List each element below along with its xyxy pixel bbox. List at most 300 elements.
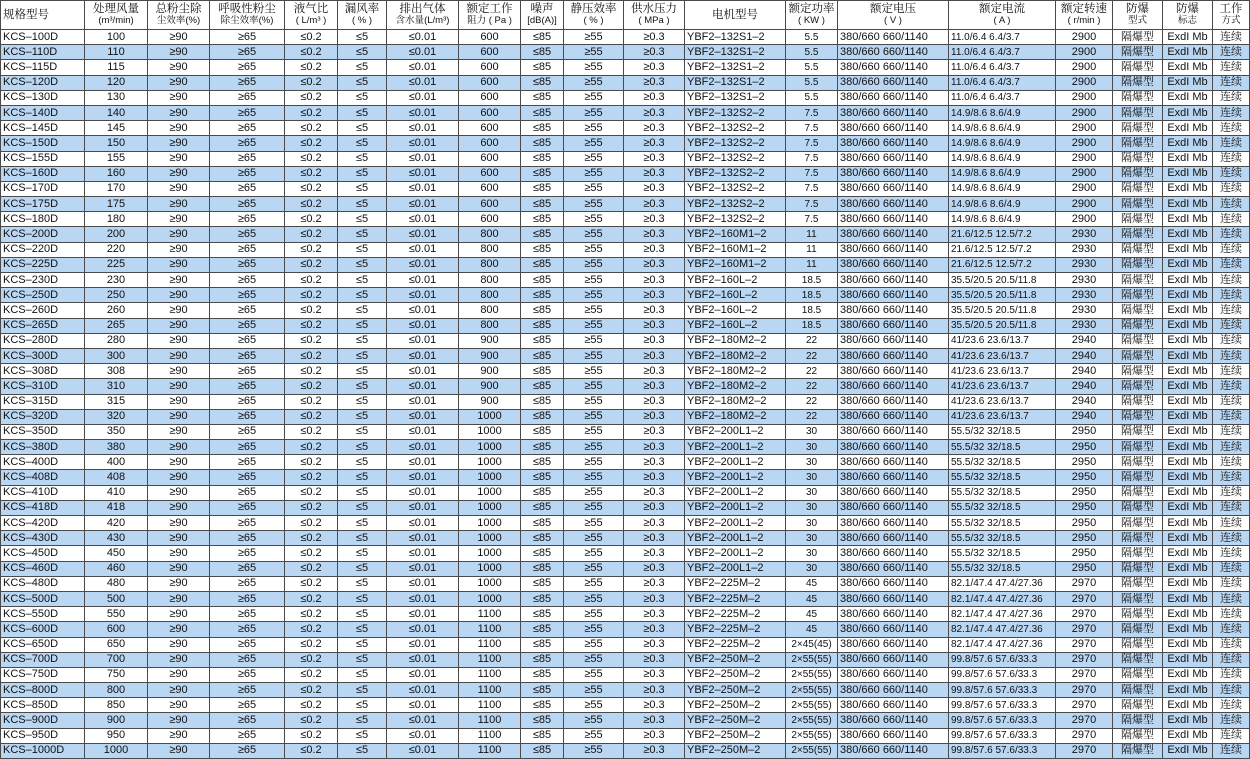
- cell-rated-speed: 2950: [1056, 561, 1113, 576]
- cell-rated-speed: 2970: [1056, 576, 1113, 591]
- cell-rated-voltage: 380/660 660/1140: [838, 197, 949, 212]
- cell-rated-speed: 2930: [1056, 242, 1113, 257]
- cell-rated-current: 14.9/8.6 8.6/4.9: [949, 212, 1056, 227]
- cell-model: KCS–160D: [1, 166, 85, 181]
- cell-explosion-type: 隔爆型: [1113, 227, 1163, 242]
- cell-rated-voltage: 380/660 660/1140: [838, 105, 949, 120]
- cell-explosion-type: 隔爆型: [1113, 561, 1163, 576]
- cell-explosion-mark: ExdI Mb: [1163, 591, 1213, 606]
- cell-respirable-dust-efficiency: ≥65: [210, 637, 285, 652]
- cell-explosion-mark: ExdI Mb: [1163, 652, 1213, 667]
- table-row: [1, 379, 1250, 394]
- cell-rated-current: 41/23.6 23.6/13.7: [949, 409, 1056, 424]
- cell-motor-model: YBF2–132S2–2: [685, 105, 786, 120]
- cell-model: KCS–500D: [1, 591, 85, 606]
- cell-static-efficiency: ≥55: [564, 743, 624, 758]
- cell-rated-power: 18.5: [786, 288, 838, 303]
- cell-liquid-gas-ratio: ≤0.2: [285, 622, 338, 637]
- cell-rated-speed: 2970: [1056, 637, 1113, 652]
- cell-rated-resistance: 900: [459, 348, 521, 363]
- cell-liquid-gas-ratio: ≤0.2: [285, 45, 338, 60]
- table-row: [1, 30, 1250, 45]
- cell-rated-power: 22: [786, 379, 838, 394]
- cell-airflow: 900: [85, 713, 148, 728]
- cell-rated-resistance: 1000: [459, 470, 521, 485]
- cell-rated-voltage: 380/660 660/1140: [838, 455, 949, 470]
- cell-airflow: 400: [85, 455, 148, 470]
- cell-airflow: 350: [85, 424, 148, 439]
- cell-water-pressure: ≥0.3: [624, 713, 685, 728]
- cell-rated-resistance: 1000: [459, 485, 521, 500]
- cell-exhaust-water-content: ≤0.01: [387, 212, 459, 227]
- cell-rated-resistance: 1100: [459, 607, 521, 622]
- cell-work-mode: 连续: [1213, 500, 1250, 515]
- cell-rated-power: 7.5: [786, 151, 838, 166]
- cell-explosion-type: 隔爆型: [1113, 622, 1163, 637]
- cell-rated-voltage: 380/660 660/1140: [838, 591, 949, 606]
- cell-motor-model: YBF2–250M–2: [685, 652, 786, 667]
- cell-water-pressure: ≥0.3: [624, 288, 685, 303]
- cell-airflow: 308: [85, 364, 148, 379]
- cell-leakage-rate: ≤5: [338, 333, 387, 348]
- cell-rated-voltage: 380/660 660/1140: [838, 45, 949, 60]
- cell-water-pressure: ≥0.3: [624, 485, 685, 500]
- cell-static-efficiency: ≥55: [564, 288, 624, 303]
- cell-motor-model: YBF2–132S1–2: [685, 60, 786, 75]
- header-line-1: 防爆: [1176, 3, 1199, 15]
- cell-airflow: 175: [85, 197, 148, 212]
- cell-rated-resistance: 600: [459, 105, 521, 120]
- cell-rated-current: 82.1/47.4 47.4/27.36: [949, 607, 1056, 622]
- table-row: [1, 470, 1250, 485]
- cell-total-dust-efficiency: ≥90: [148, 652, 210, 667]
- cell-model: KCS–1000D: [1, 743, 85, 758]
- cell-rated-power: 22: [786, 333, 838, 348]
- cell-motor-model: YBF2–250M–2: [685, 698, 786, 713]
- cell-model: KCS–480D: [1, 576, 85, 591]
- table-row: [1, 333, 1250, 348]
- cell-explosion-type: 隔爆型: [1113, 531, 1163, 546]
- cell-model: KCS–265D: [1, 318, 85, 333]
- cell-rated-speed: 2970: [1056, 652, 1113, 667]
- cell-rated-voltage: 380/660 660/1140: [838, 60, 949, 75]
- cell-rated-voltage: 380/660 660/1140: [838, 273, 949, 288]
- cell-rated-voltage: 380/660 660/1140: [838, 743, 949, 758]
- cell-rated-resistance: 1100: [459, 652, 521, 667]
- cell-static-efficiency: ≥55: [564, 257, 624, 272]
- cell-explosion-type: 隔爆型: [1113, 30, 1163, 45]
- cell-airflow: 115: [85, 60, 148, 75]
- header-line-2: ( % ): [583, 15, 604, 26]
- table-row: [1, 60, 1250, 75]
- cell-static-efficiency: ≥55: [564, 364, 624, 379]
- cell-rated-current: 41/23.6 23.6/13.7: [949, 379, 1056, 394]
- cell-rated-current: 99.8/57.6 57.6/33.3: [949, 743, 1056, 758]
- cell-total-dust-efficiency: ≥90: [148, 713, 210, 728]
- cell-noise: ≤85: [521, 121, 564, 136]
- cell-respirable-dust-efficiency: ≥65: [210, 591, 285, 606]
- cell-static-efficiency: ≥55: [564, 60, 624, 75]
- cell-rated-resistance: 1000: [459, 531, 521, 546]
- cell-leakage-rate: ≤5: [338, 561, 387, 576]
- cell-work-mode: 连续: [1213, 683, 1250, 698]
- cell-explosion-mark: ExdI Mb: [1163, 683, 1213, 698]
- cell-explosion-type: 隔爆型: [1113, 90, 1163, 105]
- cell-rated-voltage: 380/660 660/1140: [838, 713, 949, 728]
- cell-static-efficiency: ≥55: [564, 136, 624, 151]
- cell-rated-voltage: 380/660 660/1140: [838, 470, 949, 485]
- cell-noise: ≤85: [521, 136, 564, 151]
- cell-total-dust-efficiency: ≥90: [148, 591, 210, 606]
- cell-rated-resistance: 600: [459, 60, 521, 75]
- cell-rated-power: 2×55(55): [786, 652, 838, 667]
- cell-leakage-rate: ≤5: [338, 531, 387, 546]
- cell-model: KCS–145D: [1, 121, 85, 136]
- cell-water-pressure: ≥0.3: [624, 136, 685, 151]
- cell-model: KCS–155D: [1, 151, 85, 166]
- cell-rated-power: 5.5: [786, 30, 838, 45]
- cell-leakage-rate: ≤5: [338, 197, 387, 212]
- cell-rated-speed: 2940: [1056, 379, 1113, 394]
- cell-rated-voltage: 380/660 660/1140: [838, 546, 949, 561]
- cell-model: KCS–400D: [1, 455, 85, 470]
- cell-total-dust-efficiency: ≥90: [148, 607, 210, 622]
- cell-explosion-type: 隔爆型: [1113, 151, 1163, 166]
- header-model: [1, 1, 85, 30]
- cell-explosion-mark: ExdI Mb: [1163, 212, 1213, 227]
- cell-respirable-dust-efficiency: ≥65: [210, 348, 285, 363]
- cell-liquid-gas-ratio: ≤0.2: [285, 197, 338, 212]
- cell-total-dust-efficiency: ≥90: [148, 136, 210, 151]
- header-line-2: 阻力 ( Pa ): [467, 15, 512, 26]
- cell-motor-model: YBF2–200L1–2: [685, 485, 786, 500]
- cell-airflow: 160: [85, 166, 148, 181]
- cell-airflow: 420: [85, 516, 148, 531]
- cell-motor-model: YBF2–250M–2: [685, 728, 786, 743]
- cell-water-pressure: ≥0.3: [624, 409, 685, 424]
- cell-airflow: 480: [85, 576, 148, 591]
- cell-static-efficiency: ≥55: [564, 470, 624, 485]
- cell-model: KCS–900D: [1, 713, 85, 728]
- cell-work-mode: 连续: [1213, 546, 1250, 561]
- cell-static-efficiency: ≥55: [564, 591, 624, 606]
- cell-rated-voltage: 380/660 660/1140: [838, 303, 949, 318]
- cell-static-efficiency: ≥55: [564, 683, 624, 698]
- cell-rated-speed: 2950: [1056, 516, 1113, 531]
- cell-total-dust-efficiency: ≥90: [148, 379, 210, 394]
- cell-explosion-type: 隔爆型: [1113, 470, 1163, 485]
- cell-respirable-dust-efficiency: ≥65: [210, 561, 285, 576]
- cell-rated-resistance: 800: [459, 227, 521, 242]
- cell-rated-current: 82.1/47.4 47.4/27.36: [949, 622, 1056, 637]
- cell-explosion-mark: ExdI Mb: [1163, 637, 1213, 652]
- cell-rated-speed: 2940: [1056, 409, 1113, 424]
- cell-explosion-type: 隔爆型: [1113, 166, 1163, 181]
- cell-water-pressure: ≥0.3: [624, 212, 685, 227]
- cell-respirable-dust-efficiency: ≥65: [210, 166, 285, 181]
- cell-airflow: 200: [85, 227, 148, 242]
- cell-rated-resistance: 600: [459, 197, 521, 212]
- cell-model: KCS–115D: [1, 60, 85, 75]
- cell-rated-resistance: 1000: [459, 591, 521, 606]
- cell-explosion-type: 隔爆型: [1113, 637, 1163, 652]
- cell-exhaust-water-content: ≤0.01: [387, 151, 459, 166]
- cell-rated-resistance: 1000: [459, 576, 521, 591]
- cell-work-mode: 连续: [1213, 257, 1250, 272]
- cell-noise: ≤85: [521, 257, 564, 272]
- cell-work-mode: 连续: [1213, 622, 1250, 637]
- header-rated-speed: [1056, 1, 1113, 30]
- cell-respirable-dust-efficiency: ≥65: [210, 303, 285, 318]
- cell-static-efficiency: ≥55: [564, 500, 624, 515]
- cell-work-mode: 连续: [1213, 227, 1250, 242]
- table-row: [1, 683, 1250, 698]
- cell-static-efficiency: ≥55: [564, 622, 624, 637]
- cell-rated-speed: 2950: [1056, 470, 1113, 485]
- cell-leakage-rate: ≤5: [338, 90, 387, 105]
- cell-airflow: 130: [85, 90, 148, 105]
- cell-exhaust-water-content: ≤0.01: [387, 455, 459, 470]
- cell-respirable-dust-efficiency: ≥65: [210, 440, 285, 455]
- cell-noise: ≤85: [521, 440, 564, 455]
- cell-water-pressure: ≥0.3: [624, 500, 685, 515]
- cell-rated-current: 21.6/12.5 12.5/7.2: [949, 227, 1056, 242]
- cell-total-dust-efficiency: ≥90: [148, 151, 210, 166]
- cell-rated-current: 11.0/6.4 6.4/3.7: [949, 75, 1056, 90]
- cell-exhaust-water-content: ≤0.01: [387, 652, 459, 667]
- cell-total-dust-efficiency: ≥90: [148, 60, 210, 75]
- cell-exhaust-water-content: ≤0.01: [387, 637, 459, 652]
- cell-rated-power: 30: [786, 546, 838, 561]
- cell-explosion-type: 隔爆型: [1113, 257, 1163, 272]
- cell-airflow: 100: [85, 30, 148, 45]
- cell-water-pressure: ≥0.3: [624, 394, 685, 409]
- cell-exhaust-water-content: ≤0.01: [387, 546, 459, 561]
- cell-airflow: 260: [85, 303, 148, 318]
- header-line-2: 尘效率(%): [156, 15, 201, 26]
- cell-work-mode: 连续: [1213, 637, 1250, 652]
- cell-leakage-rate: ≤5: [338, 303, 387, 318]
- cell-total-dust-efficiency: ≥90: [148, 576, 210, 591]
- cell-work-mode: 连续: [1213, 242, 1250, 257]
- cell-liquid-gas-ratio: ≤0.2: [285, 394, 338, 409]
- cell-explosion-type: 隔爆型: [1113, 75, 1163, 90]
- cell-noise: ≤85: [521, 728, 564, 743]
- cell-explosion-type: 隔爆型: [1113, 743, 1163, 758]
- cell-total-dust-efficiency: ≥90: [148, 546, 210, 561]
- cell-exhaust-water-content: ≤0.01: [387, 121, 459, 136]
- cell-total-dust-efficiency: ≥90: [148, 409, 210, 424]
- cell-liquid-gas-ratio: ≤0.2: [285, 516, 338, 531]
- cell-noise: ≤85: [521, 516, 564, 531]
- header-noise: [521, 1, 564, 30]
- cell-work-mode: 连续: [1213, 333, 1250, 348]
- cell-airflow: 430: [85, 531, 148, 546]
- cell-rated-speed: 2900: [1056, 121, 1113, 136]
- cell-model: KCS–315D: [1, 394, 85, 409]
- cell-rated-current: 99.8/57.6 57.6/33.3: [949, 713, 1056, 728]
- header-static-efficiency: [564, 1, 624, 30]
- cell-explosion-mark: ExdI Mb: [1163, 500, 1213, 515]
- cell-static-efficiency: ≥55: [564, 197, 624, 212]
- cell-leakage-rate: ≤5: [338, 136, 387, 151]
- cell-rated-speed: 2950: [1056, 531, 1113, 546]
- cell-exhaust-water-content: ≤0.01: [387, 667, 459, 682]
- cell-water-pressure: ≥0.3: [624, 227, 685, 242]
- cell-airflow: 280: [85, 333, 148, 348]
- cell-static-efficiency: ≥55: [564, 227, 624, 242]
- cell-respirable-dust-efficiency: ≥65: [210, 90, 285, 105]
- cell-work-mode: 连续: [1213, 743, 1250, 758]
- cell-rated-resistance: 1100: [459, 622, 521, 637]
- cell-total-dust-efficiency: ≥90: [148, 348, 210, 363]
- cell-total-dust-efficiency: ≥90: [148, 683, 210, 698]
- cell-model: KCS–650D: [1, 637, 85, 652]
- cell-rated-power: 22: [786, 364, 838, 379]
- cell-rated-current: 55.5/32 32/18.5: [949, 485, 1056, 500]
- cell-motor-model: YBF2–250M–2: [685, 713, 786, 728]
- cell-work-mode: 连续: [1213, 151, 1250, 166]
- cell-work-mode: 连续: [1213, 105, 1250, 120]
- cell-total-dust-efficiency: ≥90: [148, 257, 210, 272]
- cell-explosion-mark: ExdI Mb: [1163, 546, 1213, 561]
- cell-model: KCS–308D: [1, 364, 85, 379]
- cell-motor-model: YBF2–250M–2: [685, 683, 786, 698]
- cell-explosion-type: 隔爆型: [1113, 136, 1163, 151]
- cell-motor-model: YBF2–132S1–2: [685, 45, 786, 60]
- header-line-1: 漏风率: [344, 3, 380, 15]
- cell-liquid-gas-ratio: ≤0.2: [285, 105, 338, 120]
- cell-model: KCS–220D: [1, 242, 85, 257]
- cell-rated-current: 82.1/47.4 47.4/27.36: [949, 591, 1056, 606]
- cell-rated-power: 18.5: [786, 303, 838, 318]
- cell-explosion-mark: ExdI Mb: [1163, 227, 1213, 242]
- cell-static-efficiency: ≥55: [564, 394, 624, 409]
- cell-leakage-rate: ≤5: [338, 424, 387, 439]
- cell-exhaust-water-content: ≤0.01: [387, 197, 459, 212]
- cell-explosion-mark: ExdI Mb: [1163, 273, 1213, 288]
- cell-exhaust-water-content: ≤0.01: [387, 470, 459, 485]
- table-row: [1, 45, 1250, 60]
- cell-liquid-gas-ratio: ≤0.2: [285, 576, 338, 591]
- cell-liquid-gas-ratio: ≤0.2: [285, 607, 338, 622]
- header-line-1: 额定电压: [870, 3, 916, 15]
- cell-total-dust-efficiency: ≥90: [148, 485, 210, 500]
- cell-explosion-mark: ExdI Mb: [1163, 607, 1213, 622]
- cell-exhaust-water-content: ≤0.01: [387, 60, 459, 75]
- cell-respirable-dust-efficiency: ≥65: [210, 394, 285, 409]
- cell-noise: ≤85: [521, 394, 564, 409]
- table-row: [1, 591, 1250, 606]
- cell-water-pressure: ≥0.3: [624, 90, 685, 105]
- header-explosion-mark: [1163, 1, 1213, 30]
- cell-rated-resistance: 600: [459, 181, 521, 196]
- cell-explosion-type: 隔爆型: [1113, 242, 1163, 257]
- cell-noise: ≤85: [521, 667, 564, 682]
- cell-water-pressure: ≥0.3: [624, 242, 685, 257]
- cell-noise: ≤85: [521, 713, 564, 728]
- cell-liquid-gas-ratio: ≤0.2: [285, 424, 338, 439]
- cell-leakage-rate: ≤5: [338, 75, 387, 90]
- cell-liquid-gas-ratio: ≤0.2: [285, 743, 338, 758]
- cell-rated-power: 30: [786, 531, 838, 546]
- cell-explosion-type: 隔爆型: [1113, 667, 1163, 682]
- cell-noise: ≤85: [521, 105, 564, 120]
- cell-rated-current: 14.9/8.6 8.6/4.9: [949, 166, 1056, 181]
- cell-model: KCS–420D: [1, 516, 85, 531]
- header-row: [1, 1, 1250, 30]
- cell-rated-current: 21.6/12.5 12.5/7.2: [949, 257, 1056, 272]
- cell-rated-resistance: 1100: [459, 713, 521, 728]
- cell-explosion-type: 隔爆型: [1113, 394, 1163, 409]
- cell-exhaust-water-content: ≤0.01: [387, 440, 459, 455]
- cell-rated-resistance: 800: [459, 303, 521, 318]
- cell-respirable-dust-efficiency: ≥65: [210, 728, 285, 743]
- cell-airflow: 700: [85, 652, 148, 667]
- cell-work-mode: 连续: [1213, 516, 1250, 531]
- cell-rated-power: 30: [786, 455, 838, 470]
- cell-work-mode: 连续: [1213, 728, 1250, 743]
- cell-respirable-dust-efficiency: ≥65: [210, 273, 285, 288]
- table-row: [1, 242, 1250, 257]
- cell-model: KCS–175D: [1, 197, 85, 212]
- cell-rated-current: 55.5/32 32/18.5: [949, 561, 1056, 576]
- cell-total-dust-efficiency: ≥90: [148, 303, 210, 318]
- cell-work-mode: 连续: [1213, 455, 1250, 470]
- header-line-1: 噪声: [530, 3, 554, 15]
- cell-explosion-mark: ExdI Mb: [1163, 181, 1213, 196]
- cell-noise: ≤85: [521, 470, 564, 485]
- cell-explosion-mark: ExdI Mb: [1163, 288, 1213, 303]
- cell-exhaust-water-content: ≤0.01: [387, 45, 459, 60]
- cell-explosion-mark: ExdI Mb: [1163, 121, 1213, 136]
- cell-rated-current: 35.5/20.5 20.5/11.8: [949, 288, 1056, 303]
- cell-liquid-gas-ratio: ≤0.2: [285, 348, 338, 363]
- cell-exhaust-water-content: ≤0.01: [387, 30, 459, 45]
- cell-explosion-type: 隔爆型: [1113, 576, 1163, 591]
- cell-explosion-mark: ExdI Mb: [1163, 470, 1213, 485]
- cell-rated-voltage: 380/660 660/1140: [838, 667, 949, 682]
- cell-model: KCS–260D: [1, 303, 85, 318]
- cell-explosion-mark: ExdI Mb: [1163, 242, 1213, 257]
- cell-water-pressure: ≥0.3: [624, 181, 685, 196]
- cell-respirable-dust-efficiency: ≥65: [210, 212, 285, 227]
- header-line-2: ( r/min ): [1067, 15, 1101, 26]
- cell-exhaust-water-content: ≤0.01: [387, 591, 459, 606]
- cell-explosion-type: 隔爆型: [1113, 546, 1163, 561]
- cell-leakage-rate: ≤5: [338, 379, 387, 394]
- cell-rated-power: 11: [786, 227, 838, 242]
- cell-airflow: 265: [85, 318, 148, 333]
- cell-motor-model: YBF2–200L1–2: [685, 424, 786, 439]
- cell-exhaust-water-content: ≤0.01: [387, 181, 459, 196]
- cell-explosion-mark: ExdI Mb: [1163, 485, 1213, 500]
- cell-respirable-dust-efficiency: ≥65: [210, 531, 285, 546]
- cell-rated-voltage: 380/660 660/1140: [838, 166, 949, 181]
- cell-respirable-dust-efficiency: ≥65: [210, 257, 285, 272]
- cell-airflow: 155: [85, 151, 148, 166]
- cell-exhaust-water-content: ≤0.01: [387, 166, 459, 181]
- cell-rated-current: 55.5/32 32/18.5: [949, 455, 1056, 470]
- cell-water-pressure: ≥0.3: [624, 683, 685, 698]
- cell-liquid-gas-ratio: ≤0.2: [285, 181, 338, 196]
- cell-explosion-mark: ExdI Mb: [1163, 561, 1213, 576]
- cell-water-pressure: ≥0.3: [624, 273, 685, 288]
- cell-noise: ≤85: [521, 531, 564, 546]
- table-row: [1, 652, 1250, 667]
- cell-liquid-gas-ratio: ≤0.2: [285, 212, 338, 227]
- cell-leakage-rate: ≤5: [338, 637, 387, 652]
